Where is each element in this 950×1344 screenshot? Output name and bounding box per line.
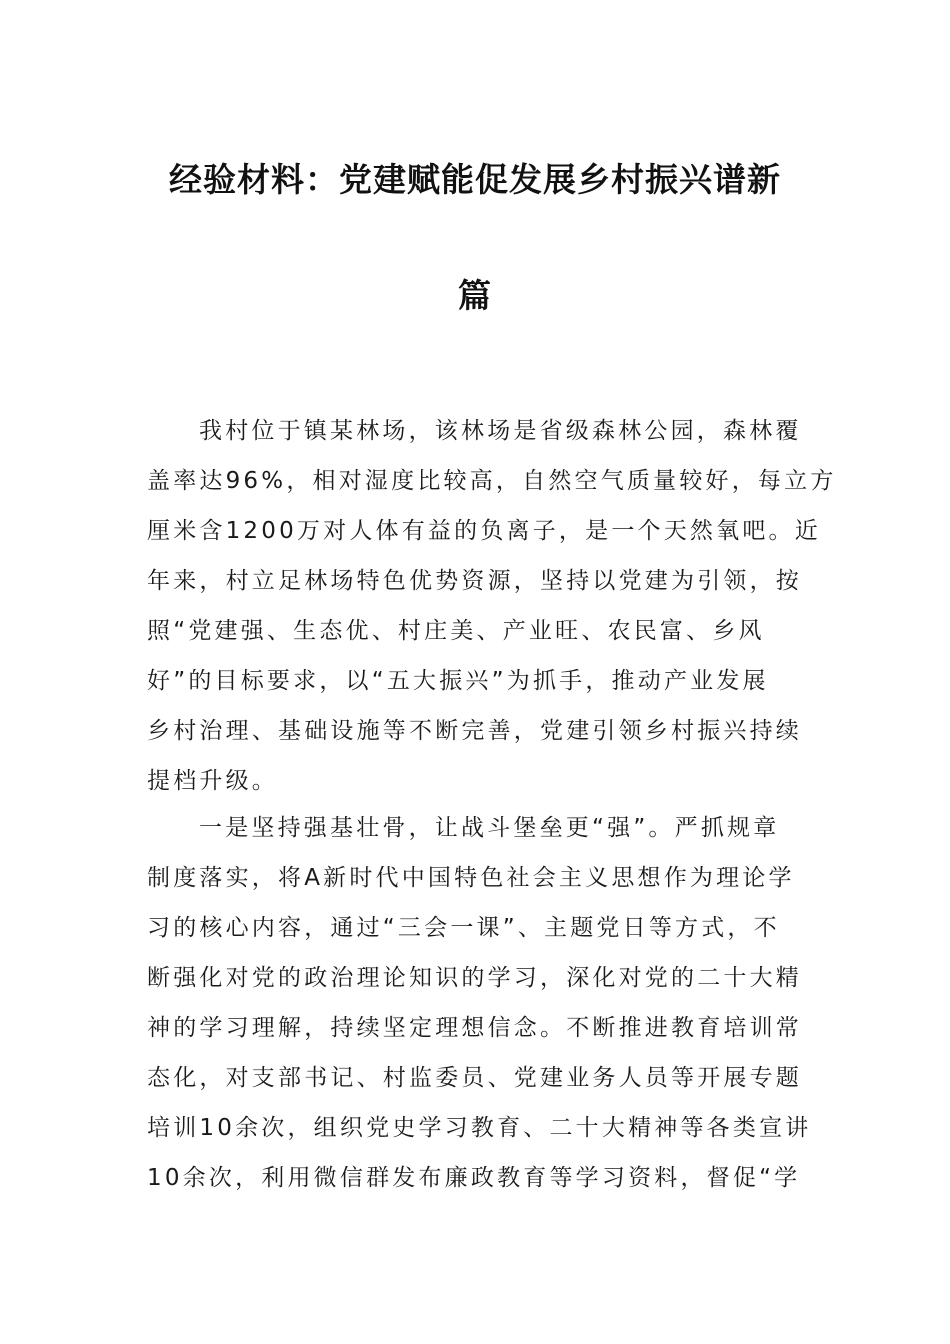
paragraph-line: 10余次，利用微信群发布廉政教育等学习资料，督促“学 (147, 1165, 801, 1191)
paragraph-line: 好”的目标要求，以“五大振兴”为抓手，推动产业发展 (147, 668, 769, 694)
paragraph-line: 厘米含1200万对人体有益的负离子，是一个天然氧吧。近 (147, 518, 821, 544)
paragraph-line: 断强化对党的政治理论知识的学习，深化对党的二十大精 (147, 965, 802, 991)
document-title-line-2: 篇 (458, 276, 492, 315)
paragraph-line: 神的学习理解，持续坚定理想信念。不断推进教育培训常 (147, 1015, 802, 1041)
paragraph-line: 照“党建强、生态优、村庄美、产业旺、农民富、乡风 (147, 618, 765, 644)
paragraph-line: 习的核心内容，通过“三会一课”、主题党日等方式，不 (147, 915, 780, 941)
paragraph-line: 盖率达96%，相对湿度比较高，自然空气质量较好，每立方 (147, 468, 837, 494)
paragraph-line: 我村位于镇某林场，该林场是省级森林公园，森林覆 (199, 418, 802, 444)
paragraph-line: 年来，村立足林场特色优势资源，坚持以党建为引领，按 (147, 568, 802, 594)
paragraph-line: 乡村治理、基础设施等不断完善，党建引领乡村振兴持续 (147, 718, 802, 744)
document-title-line-1: 经验材料：党建赋能促发展乡村振兴谱新 (169, 160, 781, 199)
paragraph-line: 态化，对支部书记、村监委员、党建业务人员等开展专题 (147, 1065, 802, 1091)
paragraph-line: 提档升级。 (147, 768, 278, 794)
paragraph-line: 培训10余次，组织党史学习教育、二十大精神等各类宣讲 (147, 1115, 812, 1141)
paragraph-line: 制度落实，将A新时代中国特色社会主义思想作为理论学 (147, 865, 795, 891)
paragraph-line: 一是坚持强基壮骨，让战斗堡垒更“强”。严抓规章 (199, 815, 780, 841)
